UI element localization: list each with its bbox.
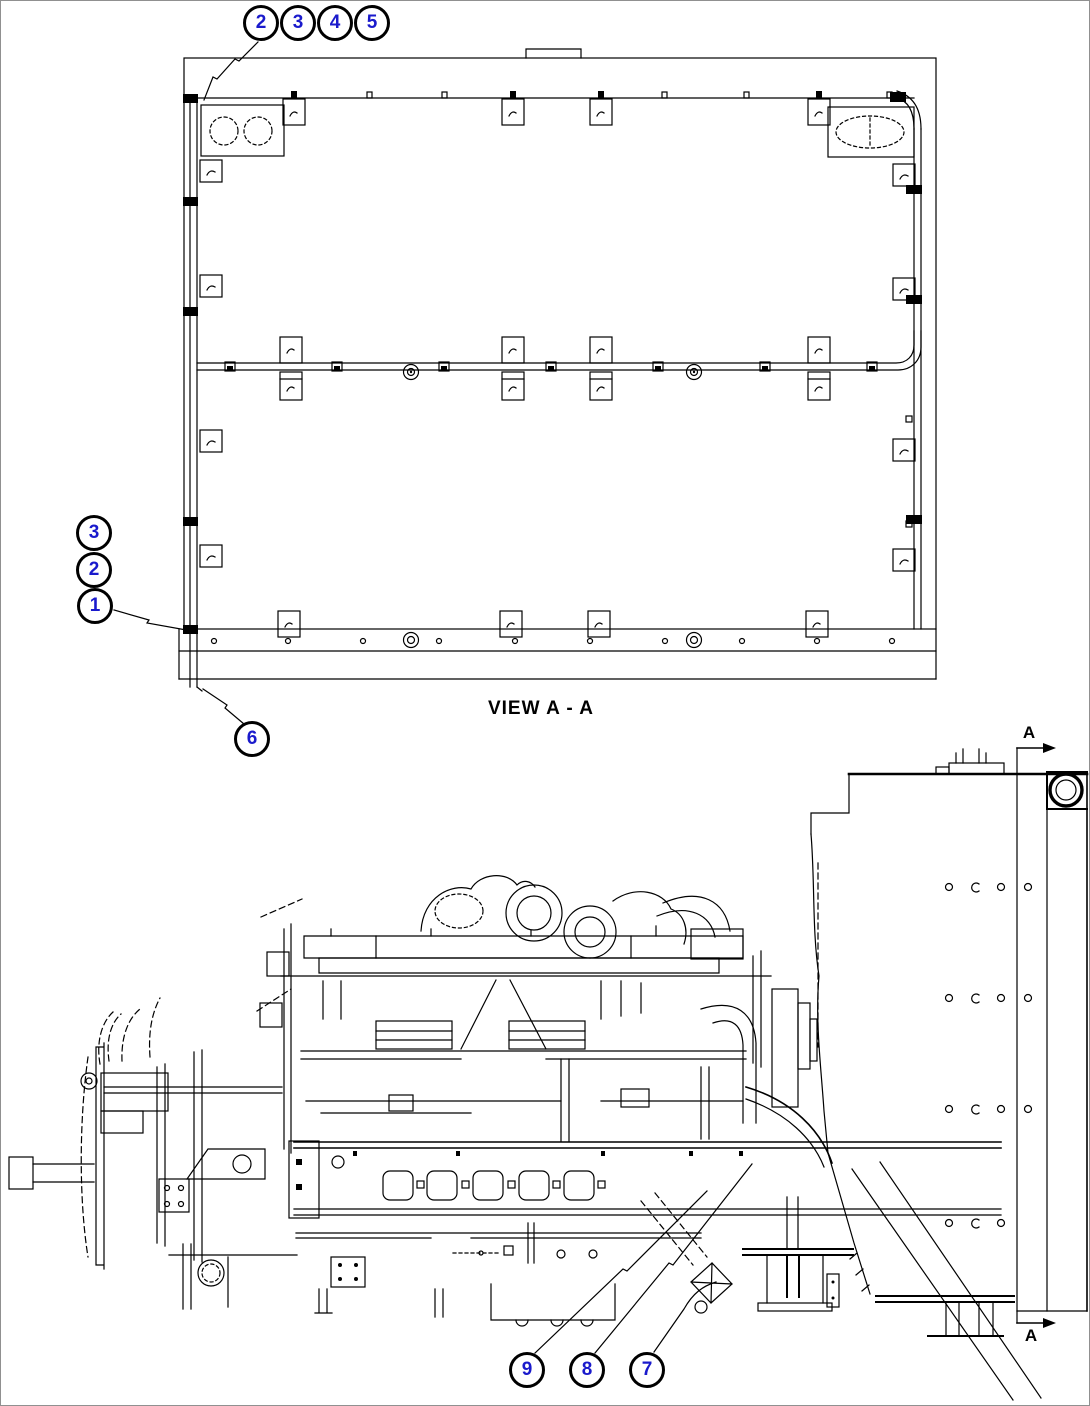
callout-number: 4 [329,12,341,33]
clips-middle-strip [225,337,877,400]
panel-rear-view-drawing [179,49,936,691]
callout-balloon-2-left[interactable] [76,552,112,588]
panel-bottom-rail [179,611,936,679]
callout-balloon-9[interactable] [509,1352,545,1388]
section-label-a-bottom: A [1024,1326,1038,1345]
callout-number: 6 [246,728,258,749]
fan-assembly [9,998,282,1269]
clips-top-row [283,91,892,125]
callout-number: 1 [89,595,101,616]
section-label-a-top: A [1022,723,1036,742]
radiator-filler-cap [1047,772,1087,809]
callout-balloon-8[interactable] [569,1352,605,1388]
engine-block [257,899,771,1153]
callout-number: 8 [581,1359,593,1380]
callout-balloon-3-left[interactable] [76,515,112,551]
radiator [811,749,1087,1336]
callout-leader-lines [114,42,752,1353]
section-arrow-top-icon [1043,743,1056,753]
section-arrow-bottom-icon [1043,1318,1056,1328]
callout-balloon-3-top[interactable] [280,5,316,41]
callout-balloon-2-top[interactable] [243,5,279,41]
callout-number: 3 [292,12,304,33]
callout-number: 5 [366,12,378,33]
lamp-cutout-left [201,105,284,156]
callout-number: 9 [521,1359,533,1380]
frame-rail [289,1141,1001,1218]
callout-number: 7 [641,1359,653,1380]
turbocharger-group [421,876,730,958]
engine-side-view-drawing [9,743,1087,1400]
clips-right-column [893,164,915,571]
callout-number: 3 [88,522,100,543]
lamp-cutout-right [828,107,914,157]
view-a-a-label: VIEW A - A [487,698,595,719]
callout-balloon-6[interactable] [234,721,270,757]
callout-number: 2 [255,12,267,33]
section-line-a-a [1017,743,1056,1328]
callout-balloon-5-top[interactable] [354,5,390,41]
callout-balloon-7[interactable] [629,1352,665,1388]
callout-balloon-1-left[interactable] [77,588,113,624]
flywheel-housing [691,863,832,1167]
callout-balloon-4-top[interactable] [317,5,353,41]
callout-number: 2 [88,559,100,580]
oil-pan-and-feet [296,1162,1041,1400]
